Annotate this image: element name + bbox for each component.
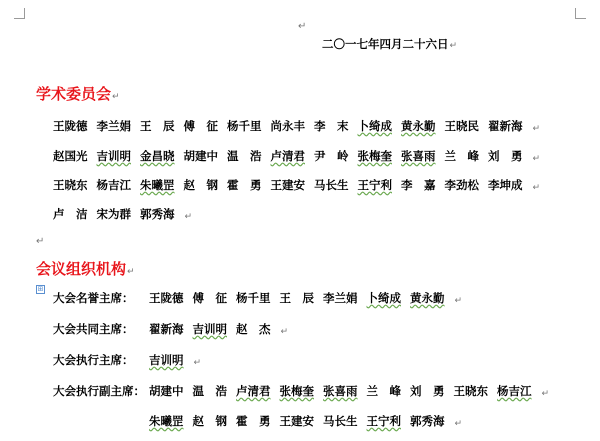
academic-committee-heading: 学术委员会↵ bbox=[36, 85, 120, 103]
member-name: 杨千里 bbox=[227, 119, 262, 133]
role-member-name: 李兰娟 bbox=[323, 291, 358, 305]
member-name: 杨吉江 bbox=[96, 178, 131, 192]
committee-row bbox=[53, 177, 540, 193]
member-name: 兰 峰 bbox=[444, 149, 479, 163]
role-member-name: 兰 峰 bbox=[366, 384, 401, 398]
paragraph-mark: ↵ bbox=[532, 154, 541, 164]
role-member-name: 卢清君 bbox=[236, 384, 271, 398]
member-name: 黄永勤 bbox=[401, 119, 436, 133]
role-member-name: 吉训明 bbox=[192, 322, 227, 336]
member-name: 卢 洁 bbox=[53, 207, 88, 221]
role-member-name: 王宁利 bbox=[366, 414, 401, 428]
member-name: 李 嘉 bbox=[401, 178, 436, 192]
member-name: 李坤成 bbox=[488, 178, 523, 192]
member-name: 张梅奎 bbox=[357, 149, 392, 163]
member-name: 赵国光 bbox=[53, 149, 88, 163]
member-name: 王建安 bbox=[270, 178, 305, 192]
role-label: 大会执行副主席： bbox=[53, 384, 145, 398]
member-name: 卢清君 bbox=[270, 149, 305, 163]
member-name: 吉训明 bbox=[96, 149, 131, 163]
paragraph-mark: ↵ bbox=[454, 419, 463, 429]
organization-role-row bbox=[53, 290, 462, 306]
paragraph-mark: ↵ bbox=[454, 296, 463, 306]
member-name: 胡建中 bbox=[183, 149, 218, 163]
role-member-name: 温 浩 bbox=[192, 384, 227, 398]
member-name: 李 末 bbox=[314, 119, 349, 133]
member-name: 朱曦罡 bbox=[140, 178, 175, 192]
margin-corner-top-right bbox=[575, 8, 586, 19]
role-member-name: 王 辰 bbox=[279, 291, 314, 305]
role-label: 大会共同主席： bbox=[53, 322, 134, 336]
document-date: 二〇一七年四月二十六日↵ bbox=[322, 37, 458, 51]
role-member-name: 马长生 bbox=[323, 414, 358, 428]
paragraph-mark: ↵ bbox=[532, 183, 541, 193]
member-name: 尚永丰 bbox=[270, 119, 305, 133]
role-member-name: 王晓东 bbox=[453, 384, 488, 398]
paragraph-mark: ↵ bbox=[298, 21, 307, 32]
member-name: 刘 勇 bbox=[488, 149, 523, 163]
committee-row bbox=[53, 148, 540, 164]
member-name: 王 辰 bbox=[140, 119, 175, 133]
role-member-name: 刘 勇 bbox=[410, 384, 445, 398]
role-member-name: 郭秀海 bbox=[410, 414, 445, 428]
role-member-name: 杨千里 bbox=[236, 291, 271, 305]
member-name: 马长生 bbox=[314, 178, 349, 192]
role-member-name: 赵 杰 bbox=[236, 322, 271, 336]
organization-role-row bbox=[53, 321, 288, 337]
member-name: 温 浩 bbox=[227, 149, 262, 163]
role-member-name: 杨吉江 bbox=[497, 384, 532, 398]
member-name: 尹 岭 bbox=[314, 149, 349, 163]
member-name: 张喜雨 bbox=[401, 149, 436, 163]
member-name: 王宁利 bbox=[357, 178, 392, 192]
committee-row bbox=[53, 118, 540, 134]
margin-corner-top-left bbox=[14, 8, 25, 19]
role-member-name: 吉训明 bbox=[149, 353, 184, 367]
member-name: 霍 勇 bbox=[227, 178, 262, 192]
role-member-name: 赵 钢 bbox=[192, 414, 227, 428]
member-name: 李劲松 bbox=[444, 178, 479, 192]
role-member-name: 傅 征 bbox=[192, 291, 227, 305]
member-name: 金昌晓 bbox=[140, 149, 175, 163]
committee-row bbox=[53, 206, 192, 222]
organization-role-row bbox=[53, 352, 201, 368]
organization-role-row bbox=[53, 383, 549, 399]
member-name: 赵 钢 bbox=[183, 178, 218, 192]
member-name: 王晓民 bbox=[444, 119, 479, 133]
member-name: 卜绮成 bbox=[357, 119, 392, 133]
role-member-name: 霍 勇 bbox=[236, 414, 271, 428]
paragraph-mark: ↵ bbox=[280, 327, 289, 337]
member-name: 王陇德 bbox=[53, 119, 88, 133]
table-move-handle-icon[interactable]: ⊞ bbox=[37, 285, 44, 293]
role-label: 大会执行主席： bbox=[53, 353, 134, 367]
member-name: 王晓东 bbox=[53, 178, 88, 192]
organization-heading: 会议组织机构↵ bbox=[36, 260, 135, 278]
paragraph-mark: ↵ bbox=[532, 124, 541, 134]
role-member-name: 朱曦罡 bbox=[149, 414, 184, 428]
role-label: 大会名誉主席： bbox=[53, 291, 134, 305]
paragraph-mark: ↵ bbox=[541, 389, 550, 399]
member-name: 郭秀海 bbox=[140, 207, 175, 221]
role-member-name: 张喜雨 bbox=[323, 384, 358, 398]
member-name: 傅 征 bbox=[183, 119, 218, 133]
member-name: 李兰娟 bbox=[96, 119, 131, 133]
paragraph-mark: ↵ bbox=[184, 212, 193, 222]
paragraph-mark: ↵ bbox=[36, 236, 45, 247]
member-name: 宋为群 bbox=[96, 207, 131, 221]
role-member-name: 王建安 bbox=[279, 414, 314, 428]
role-member-name: 黄永勤 bbox=[410, 291, 445, 305]
role-member-name: 翟新海 bbox=[149, 322, 184, 336]
member-name: 翟新海 bbox=[488, 119, 523, 133]
date-text: 二〇一七年四月二十六日 bbox=[322, 37, 449, 51]
organization-role-row bbox=[53, 413, 462, 429]
role-member-name: 卜绮成 bbox=[366, 291, 401, 305]
role-member-name: 张梅奎 bbox=[279, 384, 314, 398]
role-member-name: 王陇德 bbox=[149, 291, 184, 305]
role-member-name: 胡建中 bbox=[149, 384, 184, 398]
paragraph-mark: ↵ bbox=[193, 358, 202, 368]
